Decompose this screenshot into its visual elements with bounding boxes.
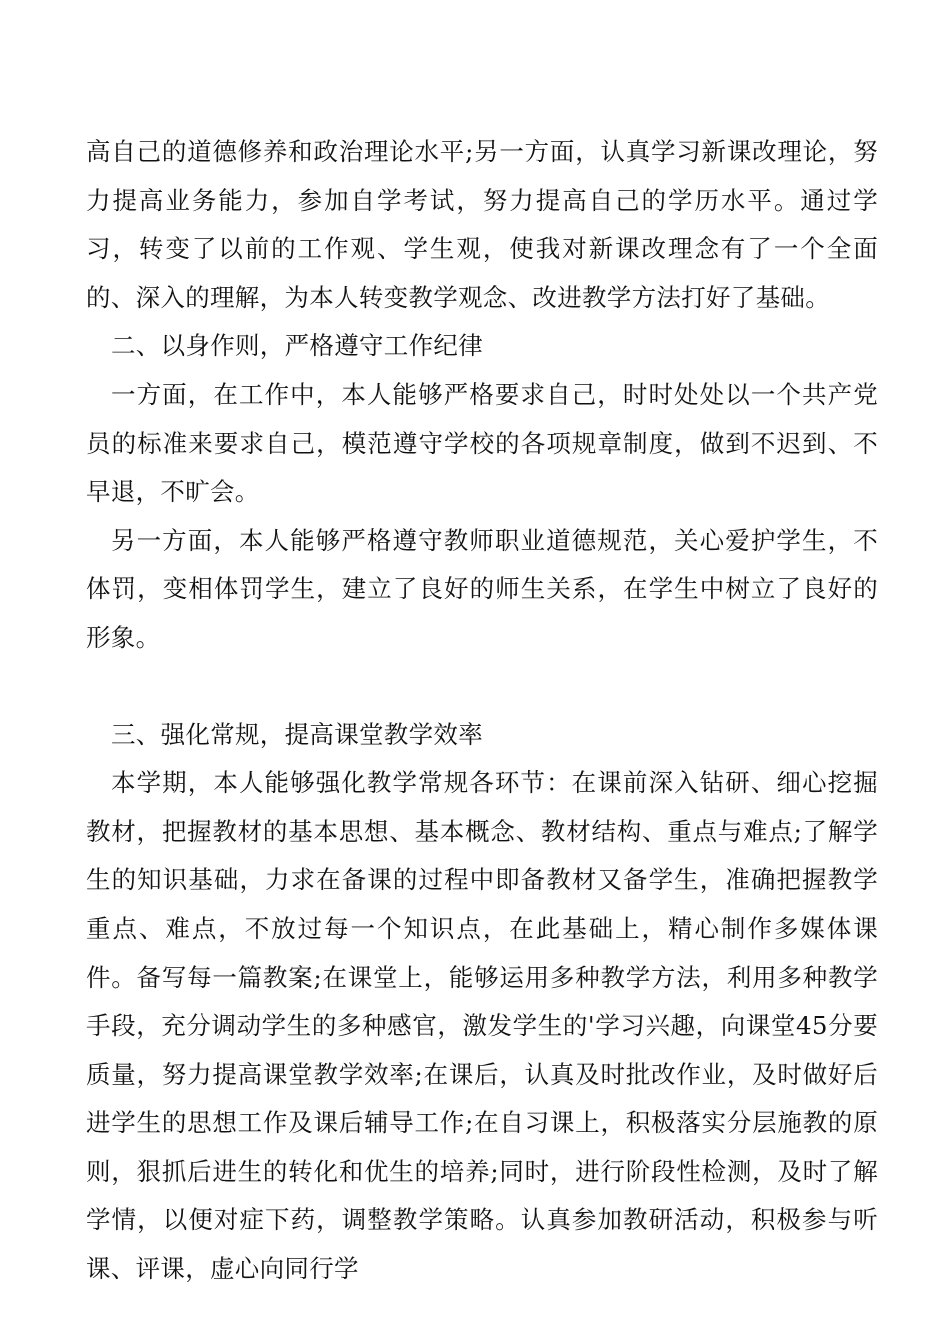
paragraph-self-discipline: 一方面，在工作中，本人能够严格要求自己，时时处处以一个共产党员的标准来要求自己，模范遵守学校的各项规章制度，做到不迟到、不早退，不旷会。 xyxy=(86,379,878,507)
paragraph-study-continued: 高自己的道德修养和政治理论水平;另一方面，认真学习新课改理论，努力提高业务能力，参加自学考试，努力提高自己的学历水平。通过学习，转变了以前的工作观、学生观，使我对新课改理念有了一个全面的、深入的理解，为本人转变教学观念、改进教学方法打好了基础。 xyxy=(86,137,878,312)
paragraph-teacher-ethics: 另一方面，本人能够严格遵守教师职业道德规范，关心爱护学生，不体罚，变相体罚学生，建立了良好的师生关系，在学生中树立了良好的形象。 xyxy=(86,525,878,652)
section-heading-discipline: 二、以身作则，严格遵守工作纪律 xyxy=(111,331,483,361)
paragraph-teaching-routine: 本学期，本人能够强化教学常规各环节：在课前深入钻研、细心挖掘教材，把握教材的基本思想、基本概念、教材结构、重点与难点;了解学生的知识基础，力求在备课的过程中即备教材又备学生，准确把握教学重点、难点，不放过每一个知识点，在此基础上，精心制作多媒体课件。备写每一篇教案;在课堂上，能够运用多种教学方法，利用多种教学手段，充分调动学生的多种感官，激发学生的'学习兴趣，向课堂45分要质量，努力提高课堂教学效率;在课后，认真及时批改作业，及时做好后进学生的思想工作及课后辅导工作;在自习课上，积极落实分层施教的原则，狠抓后进生的转化和优生的培养;同时，进行阶段性检测，及时了解学情，以便对症下药，调整教学策略。认真参加教研活动，积极参与听课、评课，虚心向同行学 xyxy=(86,768,878,1284)
section-heading-teaching-efficiency: 三、强化常规，提高课堂教学效率 xyxy=(111,719,483,749)
section-gap xyxy=(86,663,878,711)
document-body xyxy=(86,128,878,1294)
